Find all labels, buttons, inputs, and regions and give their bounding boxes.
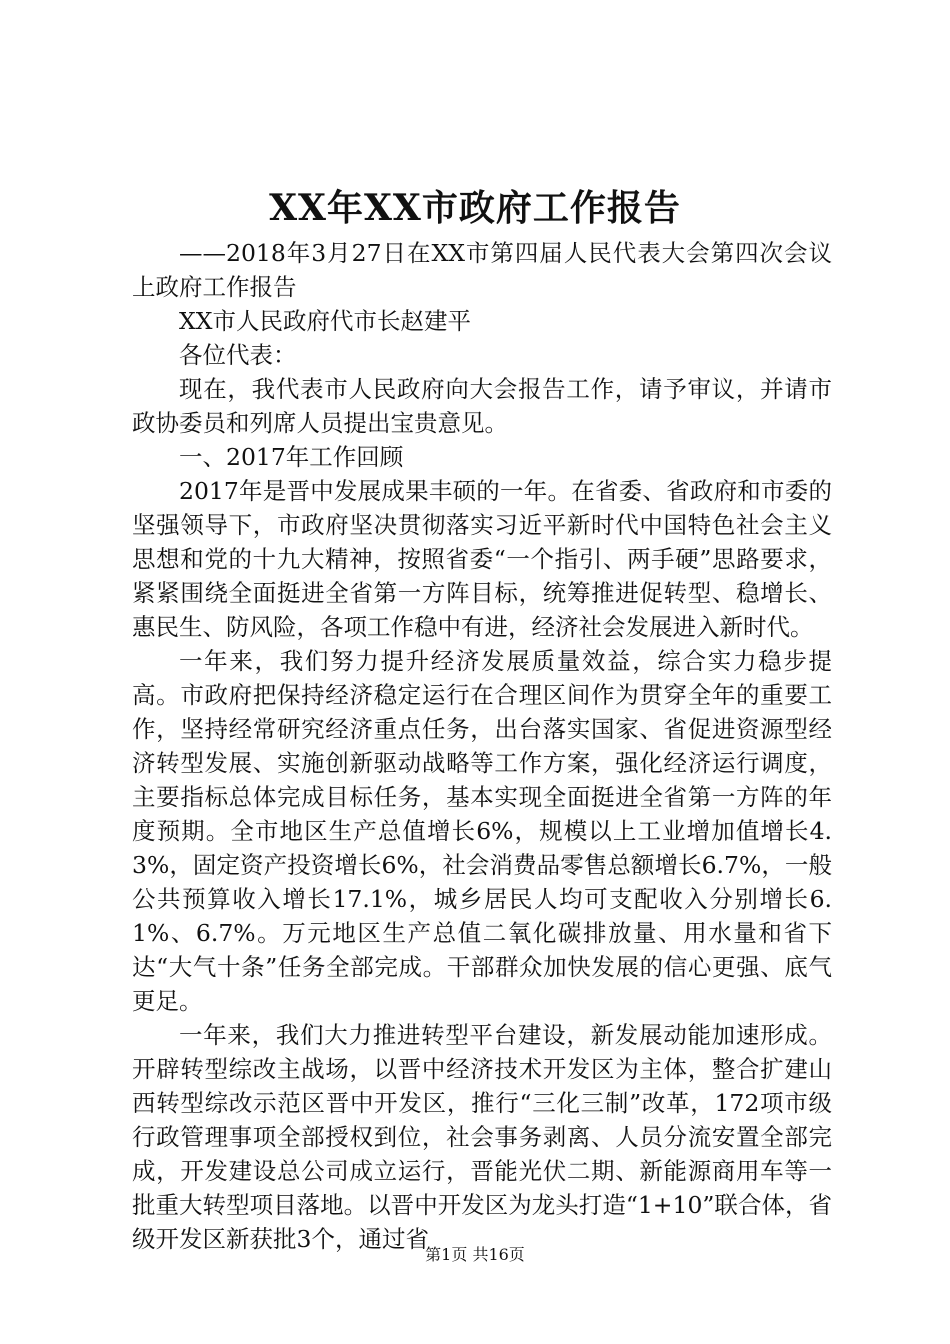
body-paragraph: 一年来，我们努力提升经济发展质量效益，综合实力稳步提高。市政府把保持经济稳定运行在合理区间作为贯穿全年的重要工作，坚持经常研究经济重点任务，出台落实国家、省促进资源型经济转型发展、实施创新驱动战略等工作方案，强化经济运行调度，主要指标总体完成目标任务，基本实现全面挺进全省第一方阵的年度预期。全市地区生产总值增长6%，规模以上工业增加值增长4.3%，固定资产投资增长6%，社会消费品零售总额增长6.7%，一般公共预算收入增长17.1%，城乡居民人均可支配收入分别增长6.1%、6.7%。万元地区生产总值二氧化碳排放量、用水量和省下达“大气十条”任务全部完成。干部群众加快发展的信心更强、底气更足。 bbox=[132, 647, 832, 1015]
section-heading: 一、2017年工作回顾 bbox=[179, 443, 404, 471]
body-paragraph: 现在，我代表市人民政府向大会报告工作，请予审议，并请市政协委员和列席人员提出宝贵意见。 bbox=[132, 375, 832, 437]
salutation: 各位代表： bbox=[179, 341, 297, 369]
subtitle-paragraph: ——2018年3月27日在XX市第四届人民代表大会第四次会议上政府工作报告 bbox=[132, 239, 832, 301]
body-paragraph: 一年来，我们大力推进转型平台建设，新发展动能加速形成。开辟转型综改主战场，以晋中经济技术开发区为主体，整合扩建山西转型综改示范区晋中开发区，推行“三化三制”改革，172项市级行政管理事项全部授权到位，社会事务剥离、人员分流安置全部完成，开发建设总公司成立运行，晋能光伏二期、新能源商用车等一批重大转型项目落地。以晋中开发区为龙头打造“1+10”联合体，省级开发区新获批3个，通过省 bbox=[132, 1021, 832, 1253]
document-title: XX年XX市政府工作报告 bbox=[269, 187, 681, 229]
document-body bbox=[132, 236, 832, 1256]
page-footer: 第1页 共16页 bbox=[425, 1245, 525, 1264]
body-paragraph: 2017年是晋中发展成果丰硕的一年。在省委、省政府和市委的坚强领导下，市政府坚决贯彻落实习近平新时代中国特色社会主义思想和党的十九大精神，按照省委“一个指引、两手硬”思路要求，紧紧围绕全面挺进全省第一方阵目标，统筹推进促转型、稳增长、惠民生、防风险，各项工作稳中有进，经济社会发展进入新时代。 bbox=[132, 477, 832, 641]
speaker-line: XX市人民政府代市长赵建平 bbox=[179, 307, 471, 335]
